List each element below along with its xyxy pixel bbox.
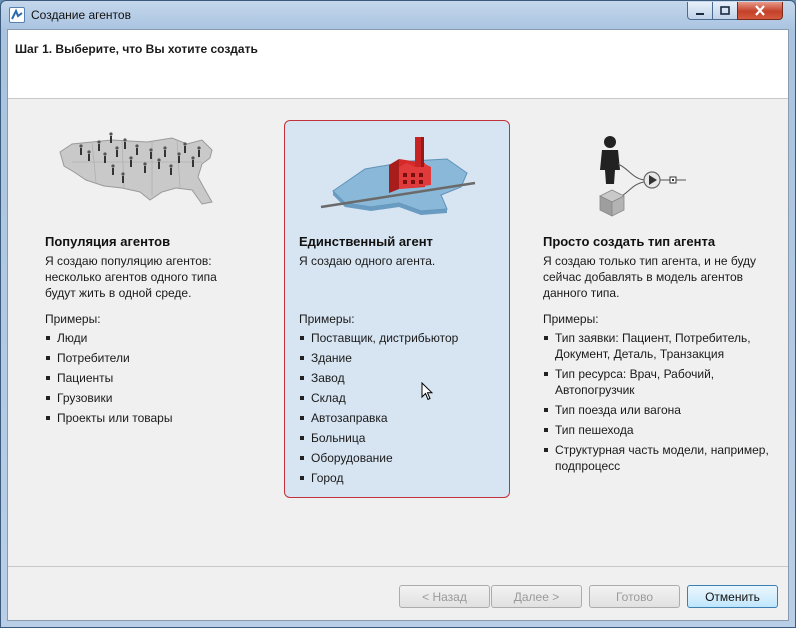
list-item: Тип ресурса: Врач, Рабочий, Автопогрузчик — [543, 366, 771, 398]
list-item: Город — [299, 470, 504, 486]
list-item: Грузовики — [45, 390, 250, 406]
map-population-icon — [52, 122, 238, 212]
list-item: Пациенты — [45, 370, 250, 386]
examples-list — [45, 330, 250, 430]
list-item: Здание — [299, 350, 504, 366]
list-item: Потребители — [45, 350, 250, 366]
minimize-button[interactable] — [687, 2, 713, 20]
list-item: Структурная часть модели, например, подпроцесс — [543, 442, 771, 474]
examples-label: Примеры: — [45, 312, 101, 326]
back-button[interactable]: < Назад — [399, 585, 490, 608]
close-button[interactable] — [737, 2, 783, 20]
next-button[interactable]: Далее > — [491, 585, 582, 608]
list-item: Склад — [299, 390, 504, 406]
factory-icon — [315, 129, 485, 219]
option-title: Просто создать тип агента — [543, 234, 716, 249]
examples-label: Примеры: — [543, 312, 599, 326]
mouse-cursor-icon — [421, 382, 433, 401]
list-item: Люди — [45, 330, 250, 346]
finish-button[interactable]: Готово — [589, 585, 680, 608]
list-item: Завод — [299, 370, 504, 386]
option-agent-type[interactable] — [532, 120, 772, 498]
option-single-agent[interactable] — [284, 120, 510, 498]
option-title: Популяция агентов — [45, 234, 171, 249]
list-item: Автозаправка — [299, 410, 504, 426]
list-item: Тип пешехода — [543, 422, 771, 438]
title-bar[interactable] — [1, 1, 795, 29]
window-title: Создание агентов — [31, 8, 131, 22]
maximize-icon — [720, 6, 730, 16]
list-item: Проекты или товары — [45, 410, 250, 426]
option-description: Я создаю популяцию агентов: несколько агентов одного типа будут жить в одной среде. — [45, 254, 217, 300]
list-item: Тип заявки: Пациент, Потребитель, Документ, Деталь, Транзакция — [543, 330, 771, 362]
option-agent-population[interactable] — [32, 120, 262, 498]
option-title: Единственный агент — [299, 234, 433, 249]
close-icon — [754, 5, 766, 16]
footer-divider — [8, 566, 788, 567]
app-logo-icon — [9, 7, 25, 23]
option-description: Я создаю одного агента. — [299, 254, 436, 268]
list-item: Больница — [299, 430, 504, 446]
option-description: Я создаю только тип агента, и не буду сейчас добавлять в модель агентов данного типа. — [543, 254, 757, 300]
minimize-icon — [695, 6, 705, 16]
examples-list — [543, 330, 771, 478]
step-title: Шаг 1. Выберите, что Вы хотите создать — [15, 42, 258, 56]
list-item: Тип поезда или вагона — [543, 402, 771, 418]
examples-list — [299, 330, 504, 490]
dialog-client-area — [7, 29, 789, 621]
list-item: Оборудование — [299, 450, 504, 466]
maximize-button[interactable] — [712, 2, 738, 20]
wizard-header — [8, 30, 788, 99]
agent-type-icon — [592, 134, 692, 220]
examples-label: Примеры: — [299, 312, 355, 326]
cancel-button[interactable]: Отменить — [687, 585, 778, 608]
list-item: Поставщик, дистрибьютор — [299, 330, 504, 346]
